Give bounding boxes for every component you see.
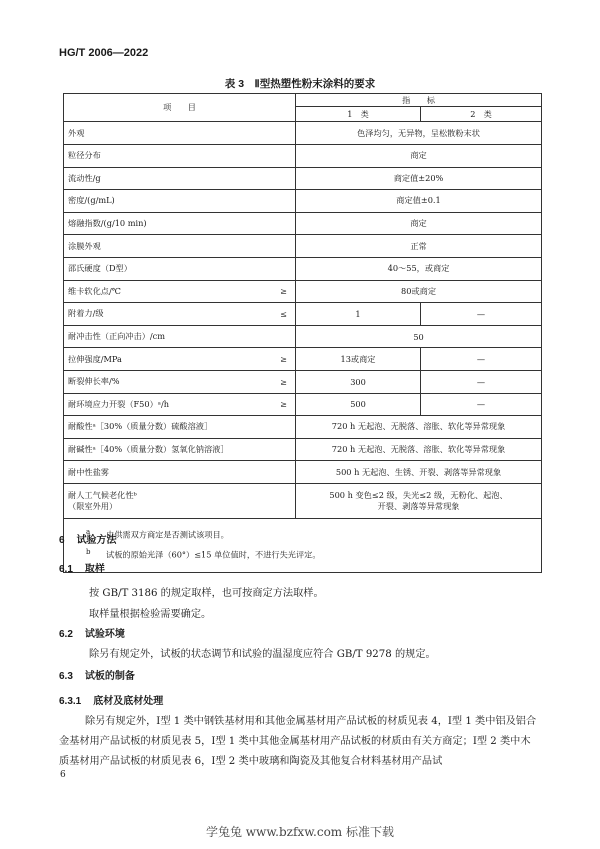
row-item-name: 流动性/g — [64, 167, 234, 190]
requirements-table — [63, 93, 542, 573]
section-6-2-heading: 6.2 试验环境 — [59, 629, 125, 640]
row-item-name: 涂膜外观 — [64, 235, 234, 258]
header-index: 指 标 — [296, 94, 542, 107]
row-item-name: 耐冲击性（正向冲击）/cm — [64, 325, 234, 348]
row-item-name: 附着力/级 — [64, 303, 234, 326]
table-notes — [64, 518, 542, 572]
note-text: 由供需双方商定是否测试该项目。 — [106, 529, 229, 540]
row-value: 720 h 无起泡、无脱落、溶胀、软化等异常现象 — [296, 416, 542, 439]
paragraph-6-1-b: 取样量根据检验需要确定。 — [89, 609, 212, 620]
row-item-name: 耐环境应力开裂（F50）ᵃ/h — [64, 393, 234, 416]
row-value: 商定值±0.1 — [296, 190, 542, 213]
row-item-name — [64, 483, 296, 518]
row-comparison-symbol — [234, 235, 296, 258]
table-note — [86, 544, 533, 564]
table-row — [64, 280, 542, 303]
row-comparison-symbol: ≥ — [234, 393, 296, 416]
table-note — [86, 524, 533, 544]
table-row — [64, 122, 542, 145]
table-row — [64, 416, 542, 439]
row-comparison-symbol — [234, 122, 296, 145]
row-value-class-2: — — [421, 393, 542, 416]
row-item-name: 耐中性盐雾 — [64, 461, 234, 484]
row-item-name: 邵氏硬度（D型） — [64, 257, 234, 280]
row-item-name: 耐碱性ᵃ［40%（质量分数）氢氧化钠溶液］ — [64, 438, 234, 461]
table-row — [64, 167, 542, 190]
note-mark: b — [86, 547, 91, 556]
header-class-2: 2 类 — [421, 107, 542, 122]
note-text: 试板的原始光泽（60°）≤15 单位值时，不进行失光评定。 — [106, 549, 321, 560]
row-item-name: 外观 — [64, 122, 234, 145]
row-value: 40～55，或商定 — [296, 257, 542, 280]
row-value-class-2: — — [421, 348, 542, 371]
table-row — [64, 212, 542, 235]
row-comparison-symbol — [234, 190, 296, 213]
row-comparison-symbol — [234, 416, 296, 439]
watermark-footer: 学兔兔 www.bzfxw.com 标准下载 — [205, 825, 395, 839]
row-value: 商定 — [296, 144, 542, 167]
weathering-item-line2: （限室外用） — [68, 500, 118, 511]
row-comparison-symbol — [234, 144, 296, 167]
table-row — [64, 235, 542, 258]
table-row — [64, 348, 542, 371]
header-class-1: 1 类 — [296, 107, 421, 122]
row-comparison-symbol — [234, 325, 296, 348]
row-comparison-symbol — [234, 257, 296, 280]
row-comparison-symbol — [234, 461, 296, 484]
row-value: 720 h 无起泡、无脱落、溶胀、软化等异常现象 — [296, 438, 542, 461]
row-value: 50 — [296, 325, 542, 348]
table-row — [64, 303, 542, 326]
row-comparison-symbol: ≤ — [234, 303, 296, 326]
row-value: 80或商定 — [296, 280, 542, 303]
weathering-value-line1: 500 h 变色≤2 级，失光≤2 级，无粉化、起泡、 — [329, 489, 508, 500]
row-value: 商定值±20% — [296, 167, 542, 190]
table-header-row — [64, 94, 542, 107]
table-row — [64, 461, 542, 484]
row-value-class-1: 500 — [296, 393, 421, 416]
row-comparison-symbol: ≥ — [234, 280, 296, 303]
table-title: 表 3 Ⅱ型热塑性粉末涂料的要求 — [224, 78, 376, 90]
weathering-item-line1: 耐人工气候老化性ᵇ — [68, 489, 137, 500]
row-comparison-symbol: ≥ — [234, 370, 296, 393]
table-row — [64, 144, 542, 167]
table-row — [64, 190, 542, 213]
row-value: 色泽均匀，无异物，呈松散粉末状 — [296, 122, 542, 145]
weathering-value-line2: 开裂、剥落等异常现象 — [377, 500, 460, 511]
row-comparison-symbol: ≥ — [234, 348, 296, 371]
table-row — [64, 393, 542, 416]
row-value-class-1: 300 — [296, 370, 421, 393]
row-item-name: 熔融指数/(g/10 min) — [64, 212, 234, 235]
table-row-weathering — [64, 483, 542, 518]
page-number: 6 — [60, 770, 66, 780]
section-6-3-1-heading: 6.3.1 底材及底材处理 — [59, 696, 164, 707]
row-item-name: 断裂伸长率/% — [64, 370, 234, 393]
row-value-class-2: — — [421, 370, 542, 393]
row-value-class-1: 1 — [296, 303, 421, 326]
section-6-3-heading: 6.3 试板的制备 — [59, 671, 135, 682]
paragraph-6-1-a: 按 GB/T 3186 的规定取样，也可按商定方法取样。 — [89, 588, 324, 599]
row-item-name: 密度/(g/mL) — [64, 190, 234, 213]
table-row — [64, 257, 542, 280]
row-value-class-2: — — [421, 303, 542, 326]
row-item-name: 耐酸性ᵃ［30%（质量分数）硫酸溶液］ — [64, 416, 234, 439]
row-comparison-symbol — [234, 438, 296, 461]
paragraph-6-2: 除另有规定外，试板的状态调节和试验的温湿度应符合 GB/T 9278 的规定。 — [89, 649, 436, 660]
table-row — [64, 370, 542, 393]
section-6-1-heading: 6.1 取样 — [59, 564, 105, 575]
row-comparison-symbol — [234, 167, 296, 190]
row-value: 商定 — [296, 212, 542, 235]
row-value-class-1: 13或商定 — [296, 348, 421, 371]
section-6-heading: 6 试验方法 — [59, 535, 117, 546]
table-row — [64, 325, 542, 348]
header-item: 项 目 — [64, 94, 296, 122]
table-notes-row — [64, 518, 542, 572]
row-comparison-symbol — [234, 212, 296, 235]
table-row — [64, 438, 542, 461]
row-value — [296, 483, 542, 518]
row-item-name: 拉伸强度/MPa — [64, 348, 234, 371]
row-value: 500 h 无起泡、生锈、开裂、剥落等异常现象 — [296, 461, 542, 484]
row-value: 正常 — [296, 235, 542, 258]
row-item-name: 粒径分布 — [64, 144, 234, 167]
document-code: HG/T 2006—2022 — [59, 47, 149, 59]
paragraph-6-3-1: 除另有规定外，Ⅰ型 1 类中钢铁基材用和其他金属基材用产品试板的材质见表 4，Ⅰ型 1 类中铝及铝合金基材用产品试板的材质见表 5，Ⅰ型 1 类中其他金属基材用产品试板的材质由有关方商定；Ⅰ型 2 类中木质基材用产品试板的材质见表 6，Ⅰ型 2 类中玻璃和陶瓷及其他复合材料基材用产品试 — [59, 716, 537, 767]
note-mark: a — [86, 527, 91, 536]
row-item-name: 维卡软化点/℃ — [64, 280, 234, 303]
